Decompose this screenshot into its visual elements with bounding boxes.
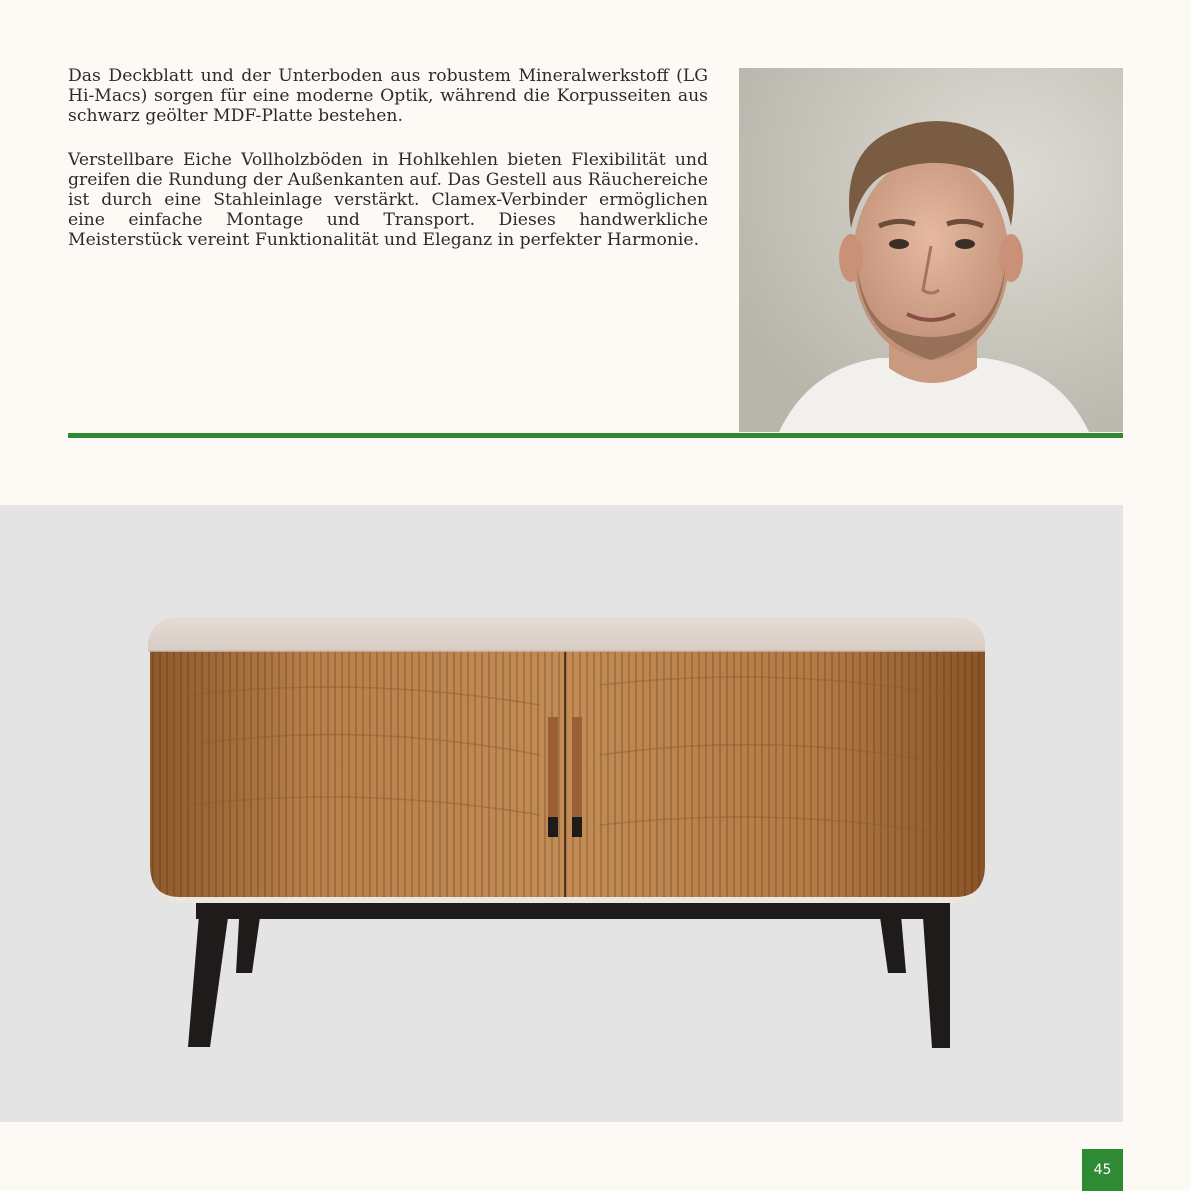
portrait-illustration — [739, 68, 1123, 432]
page-number: 45 — [1082, 1149, 1123, 1191]
paragraph-construction: Verstellbare Eiche Vollholzböden in Hohlkehlen bieten Flexibilität und greifen die Rundung der Außenkanten auf. Das Gestell aus Räuchereiche ist durch eine Stahleinlage verstärkt. Clamex-Verbinder ermöglichen eine einfache Montage und Transport. Dieses handwerkliche Meisterstück vereint Funktionalität und Eleganz in perfekter Harmonie. — [68, 150, 708, 250]
paragraph-materials: Das Deckblatt und der Unterboden aus robustem Mineralwerkstoff (LG Hi-Macs) sorgen für eine moderne Optik, während die Korpusseiten aus schwarz geölter MDF-Platte bestehen. — [68, 66, 708, 126]
divider-rule — [68, 433, 1123, 438]
body-text — [68, 66, 708, 250]
sideboard-illustration — [0, 505, 1123, 1122]
sideboard-photo — [0, 505, 1123, 1122]
portrait-photo — [739, 68, 1123, 432]
